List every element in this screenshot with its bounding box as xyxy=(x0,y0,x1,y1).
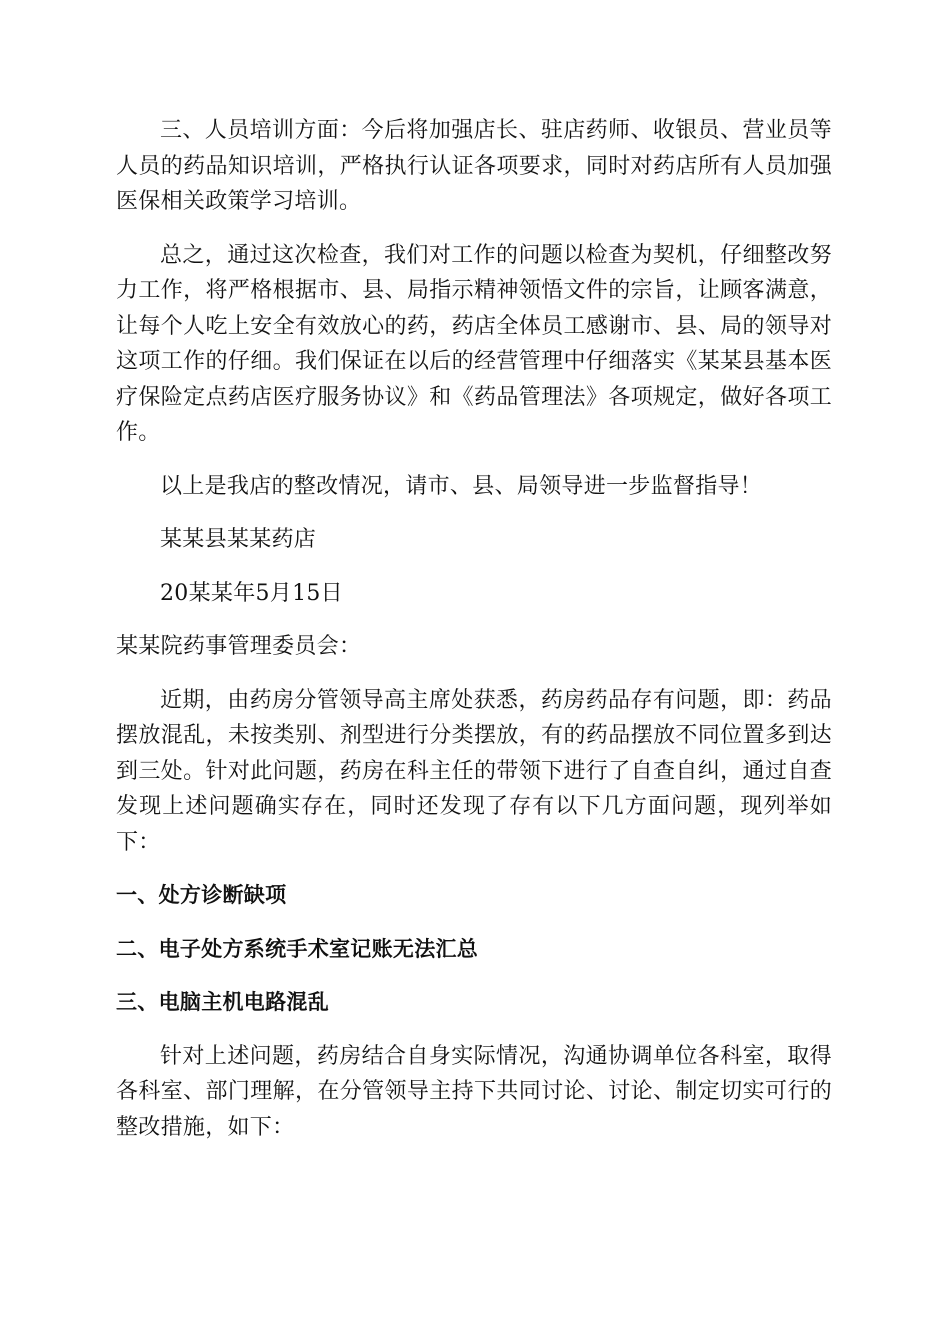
paragraph-summary: 总之，通过这次检查，我们对工作的问题以检查为契机，仔细整改努力工作，将严格根据市、县、局指示精神领悟文件的宗旨，让顾客满意，让每个人吃上安全有效放心的药，药店全体员工感谢市、县、局的领导对这项工作的仔细。我们保证在以后的经营管理中仔细落实《某某县基本医疗保险定点药店医疗服务协议》和《药品管理法》各项规定，做好各项工作。 xyxy=(116,242,832,445)
issue-heading: 二、电子处方系统手术室记账无法汇总 xyxy=(116,936,479,961)
signature: 某某县某某药店 xyxy=(160,527,317,552)
salutation: 某某院药事管理委员会： xyxy=(116,634,362,659)
paragraph-personnel-training: 三、人员培训方面：今后将加强店长、驻店药师、收银员、营业员等人员的药品知识培训，严格执行认证各项要求，同时对药店所有人员加强医保相关政策学习培训。 xyxy=(116,118,832,214)
document-page xyxy=(116,113,832,1163)
issue-heading: 一、处方诊断缺项 xyxy=(116,883,287,907)
date: 20某某年5月15日 xyxy=(160,580,343,606)
paragraph-intro: 近期，由药房分管领导高主席处获悉，药房药品存有问题，即：药品摆放混乱，未按类别、剂型进行分类摆放，有的药品摆放不同位置多到达到三处。针对此问题，药房在科主任的带领下进行了自查自纠，通过自查发现上述问题确实存在，同时还发现了存有以下几方面问题，现列举如下： xyxy=(116,687,832,855)
issue-heading: 三、电脑主机电路混乱 xyxy=(116,990,329,1014)
paragraph-response: 针对上述问题，药房结合自身实际情况，沟通协调单位各科室，取得各科室、部门理解，在分管领导主持下共同讨论、讨论、制定切实可行的整改措施，如下： xyxy=(116,1043,832,1140)
paragraph-closing: 以上是我店的整改情况，请市、县、局领导进一步监督指导！ xyxy=(160,473,763,499)
